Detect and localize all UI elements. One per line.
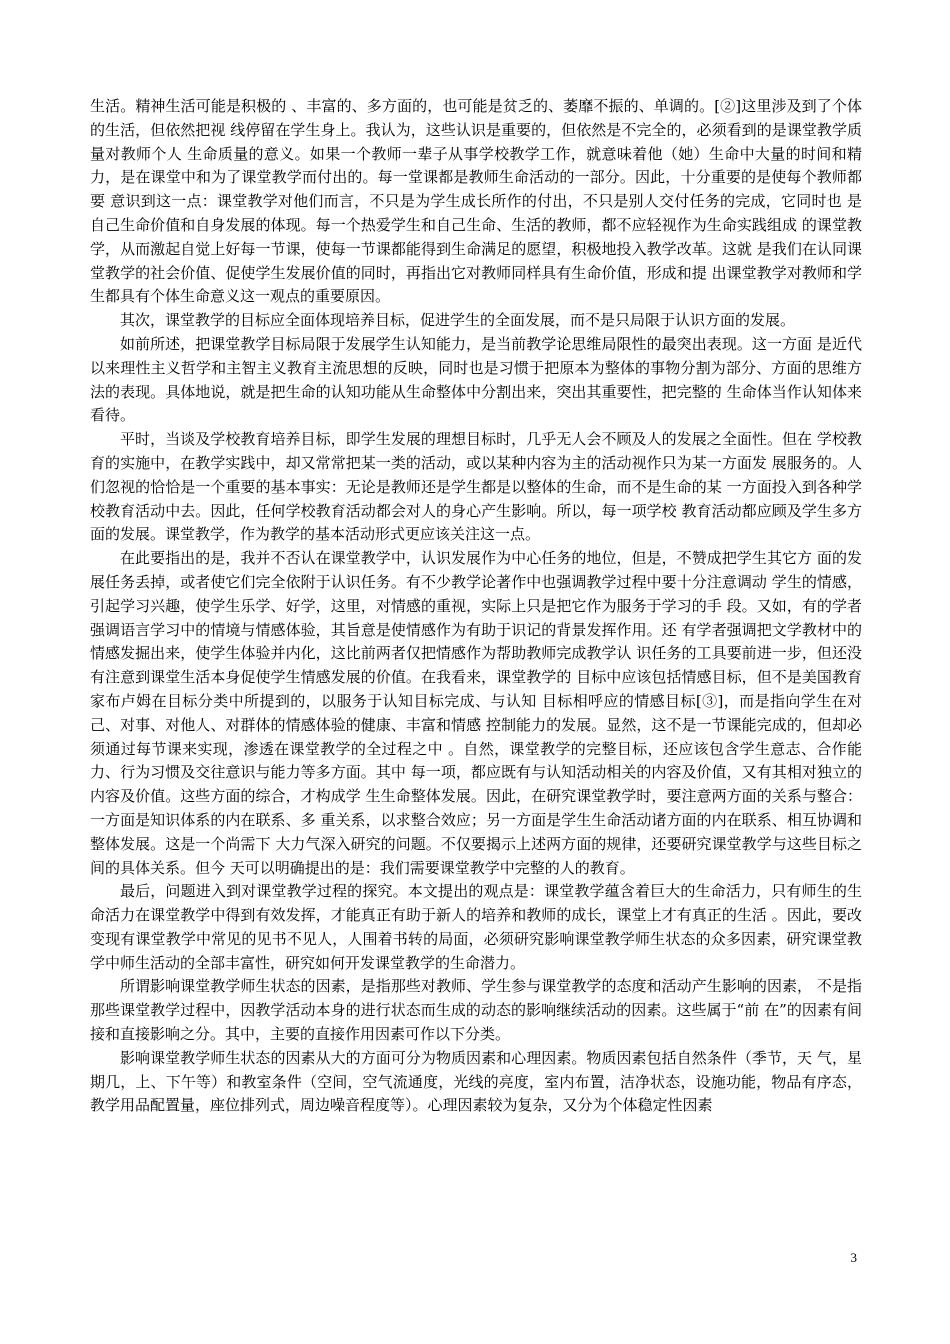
paragraph-7: 所谓影响课堂教学师生状态的因素，是指那些对教师、学生参与课堂教学的态度和活动产生影响的因素， 不是指那些课堂教学过程中，因教学活动本身的进行状态而生成的动态的影响继续活动的因素。这些属于“前 在”的因素有间接和直接影响之分。其中，主要的直接作用因素可作以下分类。 [90, 977, 862, 1044]
paragraph-5: 在此要指出的是，我并不否认在课堂教学中，认识发展作为中心任务的地位，但是，不赞成把学生其它方 面的发展任务丢掉，或者使它们完全依附于认识任务。有不少教学论著作中也强调教学过程中要十分注意调动 学生的情感，引起学习兴趣，使学生乐学、好学，这里，对情感的重视，实际上只是把它作为服务于学习的手 段。又如，有的学者强调语言学习中的情境与情感体验，其旨意是使情感作为有助于识记的背景发挥作用。还 有学者强调把文学教材中的情感发掘出来，使学生体验并内化，这比前两者仅把情感作为帮助教师完成教学认 识任务的工具要前进一步，但还没有注意到课堂生活本身促使学生情感发展的价值。在我看来，课堂教学的 目标中应该包括情感目标，但不是美国教育家布卢姆在目标分类中所提到的，以服务于认知目标完成、与认知 目标相呼应的情感目标[③]，而是指向学生在对己、对事、对他人、对群体的情感体验的健康、丰富和情感 控制能力的发展。显然，这不是一节课能完成的，但却必须通过每节课来实现，渗透在课堂教学的全过程之中 。自然，课堂教学的完整目标，还应该包含学生意志、合作能力、行为习惯及交往意识与能力等多方面。其中 每一项，都应既有与认知活动相关的内容及价值，又有其相对独立的内容及价值。这些方面的综合，才构成学 生生命整体发展。因此，在研究课堂教学时，要注意两方面的关系与整合：一方面是知识体系的内在联系、多 重关系，以求整合效应；另一方面是学生生命活动诸方面的内在联系、相互协调和整体发展。这是一个尚需下 大力气深入研究的问题。不仅要揭示上述两方面的规律，还要研究课堂教学与这些目标之间的具体关系。但今 天可以明确提出的是：我们需要课堂教学中完整的人的教育。 [90, 549, 862, 877]
paragraph-2: 其次，课堂教学的目标应全面体现培养目标，促进学生的全面发展，而不是只局限于认识方面的发展。 [120, 311, 796, 330]
page-body [90, 95, 862, 1118]
paragraph-1: 生活。精神生活可能是积极的 、丰富的、多方面的，也可能是贫乏的、萎靡不振的、单调的。[②]这里涉及到了个体的生活，但依然把视 线停留在学生身上。我认为，这些认识是重要的，但依然是不完全的，必须看到的是课堂教学质量对教师个人 生命质量的意义。如果一个教师一辈子从事学校教学工作，就意味着他（她）生命中大量的时间和精力，是在课堂中和为了课堂教学而付出的。每一堂课都是教师生命活动的一部分。因此，十分重要的是使每个教师都要 意识到这一点：课堂教学对他们而言，不只是为学生成长所作的付出，不只是别人交付任务的完成，它同时也 是自己生命价值和自身发展的体现。每一个热爱学生和自己生命、生活的教师，都不应轻视作为生命实践组成 的课堂教学，从而激起自觉上好每一节课，使每一节课都能得到生命满足的愿望，积极地投入教学改革。这就 是我们在认同课堂教学的社会价值、促使学生发展价值的同时，再指出它对教师同样具有生命价值，形成和提 出课堂教学对教师和学生都具有个体生命意义这一观点的重要原因。 [90, 97, 862, 306]
paragraph-8: 影响课堂教学师生状态的因素从大的方面可分为物质因素和心理因素。物质因素包括自然条件（季节，天 气，星期几，上、下午等）和教室条件（空间，空气流通度，光线的亮度，室内布置，洁净状态，设施功能，物品有序态，教学用品配置量，座位排列式，周边噪音程度等）。心理因素较为复杂，又分为个体稳定性因素 [90, 1048, 862, 1115]
paragraph-6: 最后，问题进入到对课堂教学过程的探究。本文提出的观点是：课堂教学蕴含着巨大的生命活力，只有师生的生命活力在课堂教学中得到有效发挥，才能真正有助于新人的培养和教师的成长，课堂上才有真正的生活 。因此，要改变现有课堂教学中常见的见书不见人，人围着书转的局面，必须研究影响课堂教学师生状态的众多因素，研究课堂教学中师生活动的全部丰富性，研究如何开发课堂教学的生命潜力。 [90, 882, 862, 972]
paragraph-3: 如前所述，把课堂教学目标局限于发展学生认知能力，是当前教学论思维局限性的最突出表现。这一方面 是近代以来理性主义哲学和主智主义教育主流思想的反映，同时也是习惯于把原本为整体的事物分割为部分、方面的思维方法的表现。具体地说，就是把生命的认知功能从生命整体中分割出来，突出其重要性，把完整的 生命体当作认知体来看待。 [90, 334, 862, 425]
paragraph-4: 平时，当谈及学校教育培养目标，即学生发展的理想目标时，几乎无人会不顾及人的发展之全面性。但在 学校教育的实施中，在教学实践中，却又常常把某一类的活动，或以某种内容为主的活动视作只为某一方面发 展服务的。人们忽视的恰恰是一个重要的基本事实：无论是教师还是学生都是以整体的生命，而不是生命的某 一方面投入到各种学校教育活动中去。因此，任何学校教育活动都会对人的身心产生影响。所以，每一项学校 教育活动都应顾及学生多方面的发展。课堂教学，作为教学的基本活动形式更应该关注这一点。 [90, 430, 862, 544]
page-number: 3 [850, 1250, 857, 1265]
